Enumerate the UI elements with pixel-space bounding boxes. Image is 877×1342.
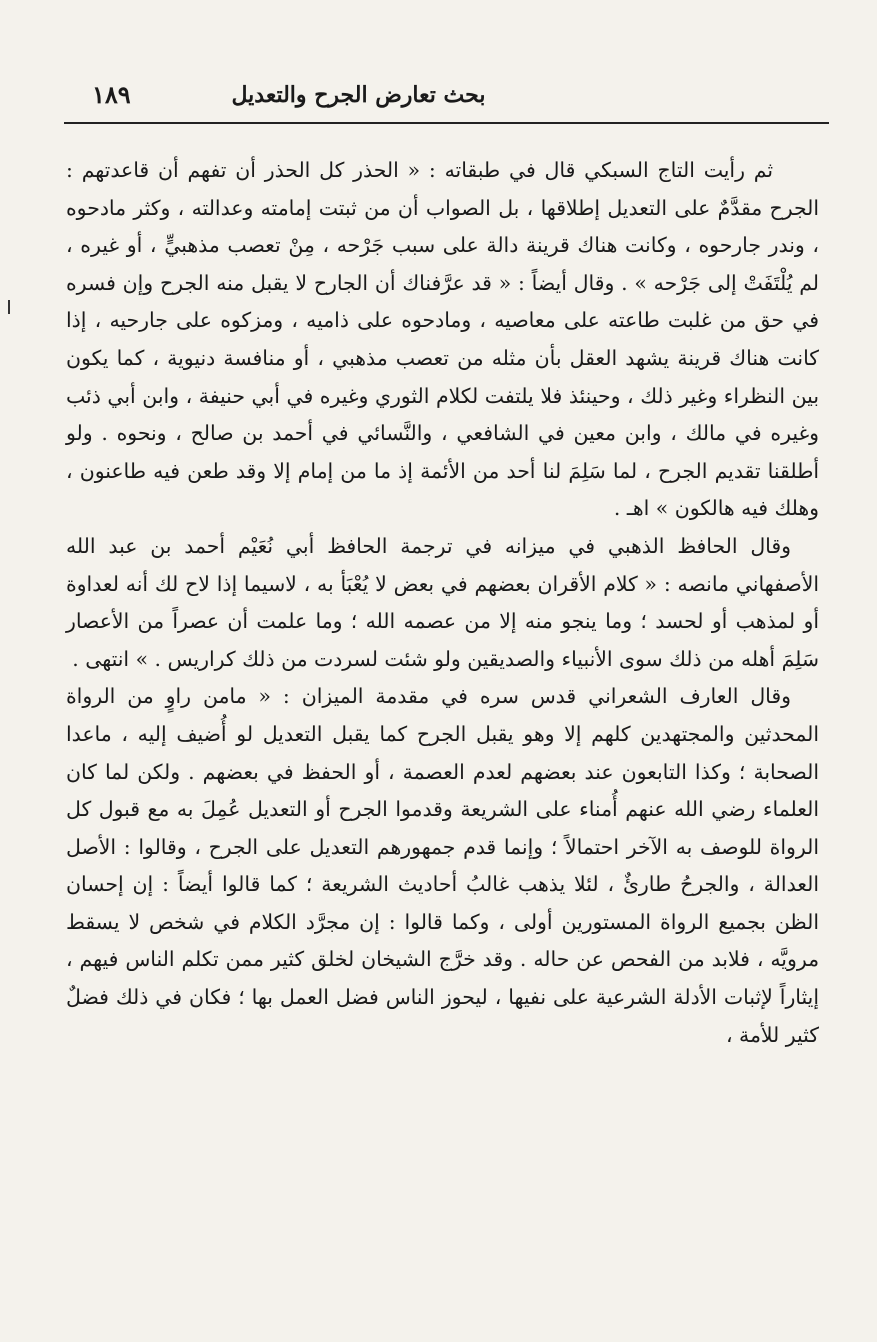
- page-number: ١٨٩: [92, 80, 131, 109]
- scan-speck-mark: [8, 300, 10, 314]
- paragraph-shaarani-quote: وقال العارف الشعراني قدس سره في مقدمة الميزان : « مامن راوٍ من الرواة المحدثين والمجتهدين كلهم إلا وهو يقبل الجرح كما يقبل التعديل لو أُضيف إليه ، ماعدا الصحابة ؛ وكذا التابعون عند بعضهم لعدم العصمة ، أو الحفظ في بعضهم . ولكن لما كان العلماء رضي الله عنهم أُمناء على الشريعة وقدموا الجرح أو التعديل عُمِلَ به مع قبول كل الرواة للوصف به الآخر احتمالاً ؛ وإنما قدم جمهورهم التعديل على الجرح ، وقالوا : الأصل العدالة ، والجرحُ طارئٌ ، لئلا يذهب غالبُ أحاديث الشريعة ؛ كما قالوا أيضاً : إن إحسان الظن بجميع الرواة المستورين أولى ، وكما قالوا : إن مجرَّد الكلام في شخص لا يسقط مرويَّه ، فلابد من الفحص عن حاله . وقد خرَّج الشيخان لخلق كثير ممن تكلم الناس فيهم ، إيثاراً لإثبات الأدلة الشرعية على نفيها ، ليحوز الناس فضل العمل بها ؛ فكان في ذلك فضلٌ كثير للأمة ،: [66, 684, 819, 1047]
- header-divider: [64, 122, 829, 124]
- running-title: بحث تعارض الجرح والتعديل: [231, 82, 486, 108]
- paragraph-dhahabi-quote: وقال الحافظ الذهبي في ميزانه في ترجمة الحافظ أبي نُعَيْم أحمد بن عبد الله الأصفهاني مانصه : « كلام الأقران بعضهم في بعض لا يُعْبَأ به ، لاسيما إذا لاح لك أنه لعداوة أو لمذهب أو لحسد ؛ وما ينجو منه إلا من عصمه الله ؛ وما علمت أن عصراً من الأعصار سَلِمَ أهله من ذلك سوى الأنبياء والصديقين ولو شئت لسردت من ذلك كراريس . » انتهى .: [66, 533, 819, 671]
- page-header: [64, 74, 813, 122]
- body-text: [66, 152, 819, 1054]
- paragraph-subki-quote: ثم رأيت التاج السبكي قال في طبقاته : « الحذر كل الحذر أن تفهم أن قاعدتهم : الجرح مقدَّمٌ على التعديل إطلاقها ، بل الصواب أن من ثبتت إمامته وعدالته ، وكثر مادحوه ، وندر جارحوه ، وكانت هناك قرينة دالة على سبب جَرْحه ، مِنْ تعصب مذهبيٍّ ، أو غيره ، لم يُلْتَفَتْ إلى جَرْحه » . وقال أيضاً : « قد عرَّفناك أن الجارح لا يقبل منه الجرح وإن فسره في حق من غلبت طاعته على معاصيه ، ومادحوه على ذاميه ، ومزكوه على جارحيه ، إذا كانت هناك قرينة يشهد العقل بأن مثله من تعصب مذهبي ، أو منافسة دنيوية ، كما يكون بين النظراء وغير ذلك ، وحينئذ فلا يلتفت لكلام الثوري وغيره في أبي حنيفة ، وابن أبي ذئب وغيره في مالك ، وابن معين في الشافعي ، والنَّسائي في أحمد بن صالح ، ونحوه . ولو أطلقنا تقديم الجرح ، لما سَلِمَ لنا أحد من الأئمة إذ ما من إمام إلا وقد طعن فيه طاعنون ، وهلك فيه هالكون » اهـ .: [66, 158, 819, 521]
